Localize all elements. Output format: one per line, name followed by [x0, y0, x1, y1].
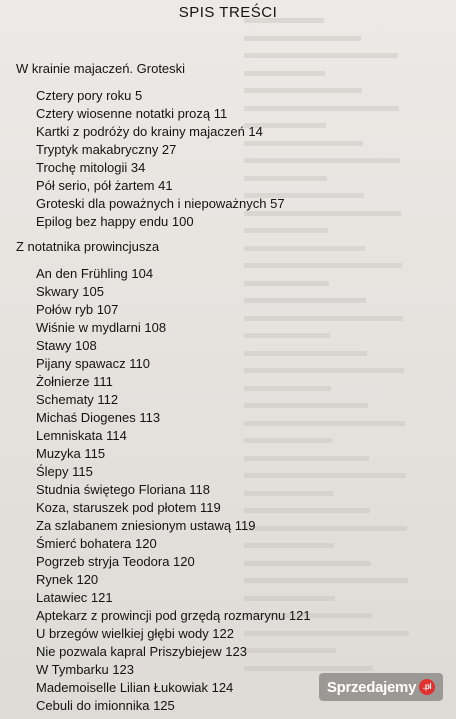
watermark-text: Sprzedajemy: [326, 678, 417, 696]
toc-entry: Schematy 112: [36, 392, 119, 407]
toc-entry: Żołnierze 111: [36, 374, 113, 389]
show-through-line: [244, 246, 365, 251]
toc-entry: Cebuli do imionnika 125: [36, 698, 175, 713]
toc-entry: Lemniskata 114: [36, 428, 127, 443]
toc-entry: W Tymbarku 123: [36, 662, 135, 677]
show-through-line: [244, 53, 398, 58]
toc-entry: Aptekarz z prowincji pod grzędą rozmarynu 121: [36, 608, 311, 623]
toc-entry: Koza, staruszek pod płotem 119: [36, 500, 221, 515]
toc-entry: Rynek 120: [36, 572, 99, 587]
toc-entry: Muzyka 115: [36, 446, 106, 461]
toc-entry: Za szlabanem zniesionym ustawą 119: [36, 518, 256, 533]
watermark-logo: [319, 673, 443, 701]
toc-entry: Pogrzeb stryja Teodora 120: [36, 554, 195, 569]
toc-entry: Cztery wiosenne notatki prozą 11: [36, 106, 228, 121]
toc-entry: Mademoiselle Lilian Łukowiak 124: [36, 680, 234, 695]
toc-entry: Stawy 108: [36, 338, 97, 353]
toc-entry: An den Frühling 104: [36, 266, 154, 281]
toc-entry: U brzegów wielkiej głębi wody 122: [36, 626, 234, 641]
section-heading-2: Z notatnika prowincjusza: [16, 239, 160, 254]
section-1-list: [36, 87, 285, 231]
toc-entry: Pół serio, pół żartem 41: [36, 178, 173, 193]
toc-entry: Studnia świętego Floriana 118: [36, 482, 210, 497]
toc-entry: Latawiec 121: [36, 590, 113, 605]
toc-entry: Tryptyk makabryczny 27: [36, 142, 177, 157]
section-2-list: [36, 265, 311, 715]
toc-entry: Śmierć bohatera 120: [36, 536, 157, 551]
toc-entry: Wiśnie w mydlarni 108: [36, 320, 167, 335]
section-heading-1: W krainie majaczeń. Groteski: [16, 61, 186, 76]
show-through-line: [244, 36, 361, 41]
toc-entry: Ślepy 115: [36, 464, 93, 479]
show-through-line: [244, 71, 325, 76]
toc-entry: Trochę mitologii 34: [36, 160, 146, 175]
toc-entry: Groteski dla poważnych i niepoważnych 57: [36, 196, 285, 211]
toc-entry: Epilog bez happy endu 100: [36, 214, 194, 229]
toc-entry: Skwary 105: [36, 284, 104, 299]
toc-entry: Kartki z podróży do krainy majaczeń 14: [36, 124, 263, 139]
toc-entry: Cztery pory roku 5: [36, 88, 143, 103]
toc-entry: Połów ryb 107: [36, 302, 119, 317]
toc-entry: Nie pozwala kapral Priszybiejew 123: [36, 644, 247, 659]
toc-entry: Pijany spawacz 110: [36, 356, 150, 371]
page-title: SPIS TREŚCI: [178, 4, 278, 21]
watermark-badge: .pl: [419, 679, 435, 695]
toc-entry: Michaś Diogenes 113: [36, 410, 161, 425]
